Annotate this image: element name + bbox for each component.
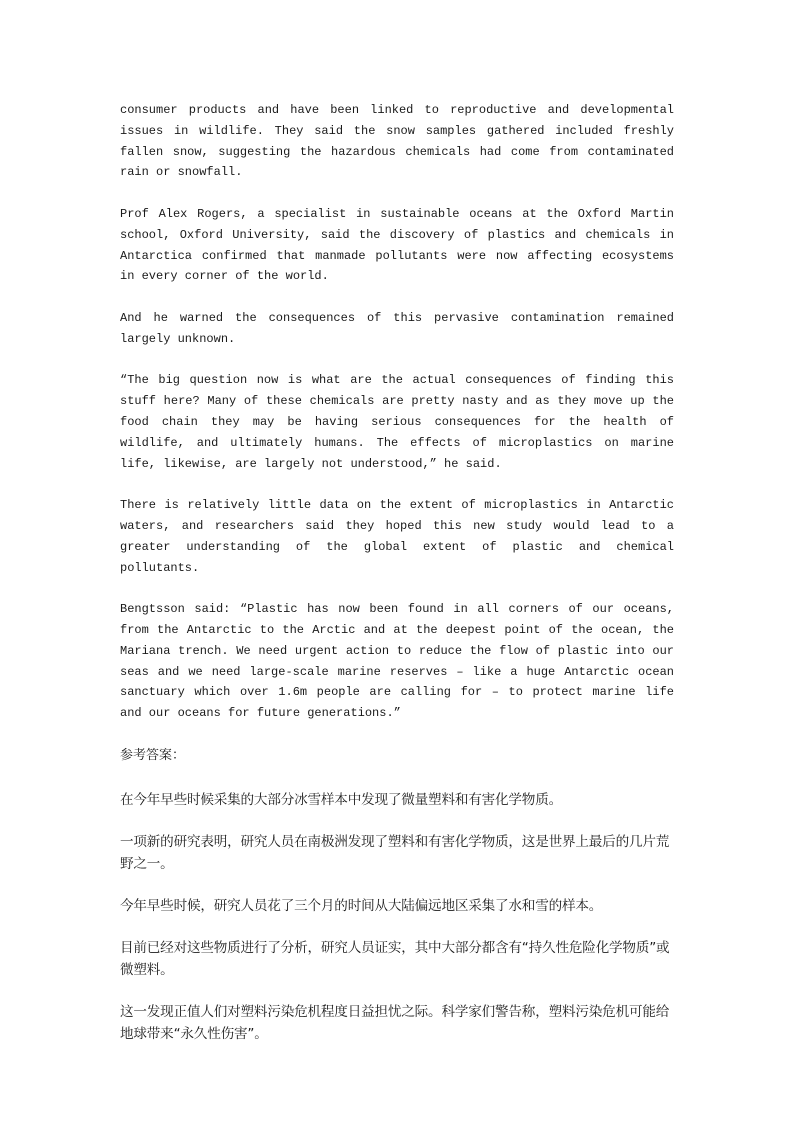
english-paragraph-6: Bengtsson said: “Plastic has now been found in all corners of our oceans, from the Antarctic to the Arctic and at the deepest point of the ocean, the Mariana trench. We need urgent action to reduce the flow of plastic into our seas and we need large-scale marine reserves – like a huge Antarctic ocean sanctuary which over 1.6m people are calling for – to protect marine life and our oceans for future generations.” bbox=[120, 602, 674, 721]
english-paragraph-2: Prof Alex Rogers, a specialist in sustainable oceans at the Oxford Martin school, Oxford University, said the discovery of plastics and chemicals in Antarctica confirmed that manmade pollutants were now affecting ecosystems in every corner of the world. bbox=[120, 206, 674, 284]
chinese-paragraph-4: 目前已经对这些物质进行了分析，研究人员证实，其中大部分都含有“持久性危险化学物质”或微塑料。 bbox=[120, 939, 670, 978]
chinese-paragraph-1: 在今年早些时候采集的大部分冰雪样本中发现了微量塑料和有害化学物质。 bbox=[120, 791, 562, 808]
document-page bbox=[120, 100, 674, 1065]
chinese-paragraph-3: 今年早些时候，研究人员花了三个月的时间从大陆偏远地区采集了水和雪的样本。 bbox=[120, 897, 603, 914]
english-paragraph-3: And he warned the consequences of this pervasive contamination remained largely unknown. bbox=[120, 310, 674, 346]
english-paragraph-5: There is relatively little data on the extent of microplastics in Antarctic waters, and researchers said they hoped this new study would lead to a greater understanding of the global extent of plastic and chemical pollutants. bbox=[120, 498, 674, 575]
chinese-paragraph-2: 一项新的研究表明，研究人员在南极洲发现了塑料和有害化学物质，这是世界上最后的几片荒野之一。 bbox=[120, 833, 670, 872]
answer-label: 参考答案： bbox=[120, 747, 186, 763]
english-paragraph-4: “The big question now is what are the actual consequences of finding this stuff here? Many of these chemicals are pretty nasty and as they move up the food chain they may be having serious consequences for the health of wildlife, and ultimately humans. The effects of microplastics on marine life, likewise, are largely not understood,” he said. bbox=[120, 373, 674, 471]
english-paragraph-1: consumer products and have been linked to reproductive and developmental issues in wildlife. They said the snow samples gathered included freshly fallen snow, suggesting the hazardous chemicals had come from contaminated rain or snowfall. bbox=[120, 103, 674, 180]
chinese-paragraph-5: 这一发现正值人们对塑料污染危机程度日益担忧之际。科学家们警告称，塑料污染危机可能给地球带来“永久性伤害”。 bbox=[120, 1003, 670, 1042]
